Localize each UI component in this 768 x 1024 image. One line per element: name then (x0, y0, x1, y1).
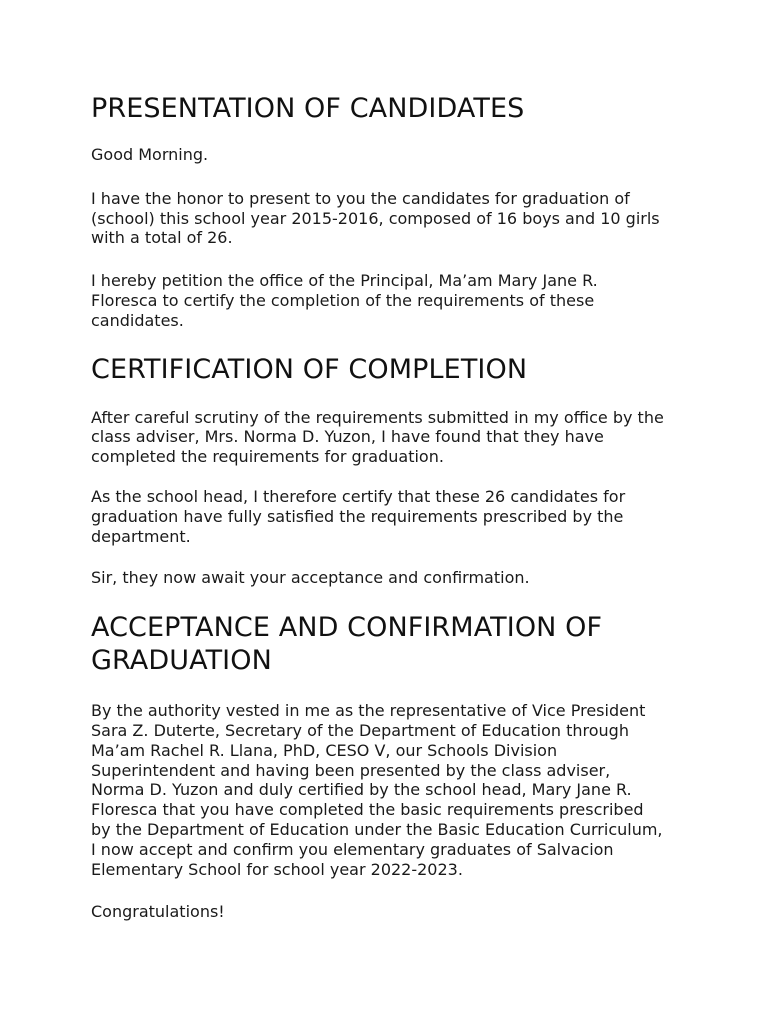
text-line: Sir, they now await your acceptance and confirmation. (91, 568, 530, 588)
text-line: After careful scrutiny of the requirements submitted in my office by the (91, 407, 664, 427)
heading-certification-of-completion: CERTIFICATION OF COMPLETION (91, 353, 528, 385)
congratulations-paragraph (91, 902, 691, 922)
text-line: Ma’am Rachel R. Llana, PhD, CESO V, our Schools Division (91, 740, 558, 760)
text-line: Good Morning. (91, 145, 209, 164)
text-line: I have the honor to present to you the candidates for graduation of (91, 188, 630, 208)
text-line: Superintendent and having been presented by the class adviser, (91, 760, 611, 780)
scrutiny-paragraph (91, 408, 691, 467)
text-line: class adviser, Mrs. Norma D. Yuzon, I have found that they have (91, 427, 604, 447)
text-line: Norma D. Yuzon and duly certified by the school head, Mary Jane R. (91, 780, 632, 800)
text-line: Floresca to certify the completion of the requirements of these (91, 290, 595, 310)
text-line: candidates. (91, 310, 184, 330)
text-line: completed the requirements for graduation. (91, 447, 444, 467)
text-line: department. (91, 526, 191, 546)
text-line: (school) this school year 2015-2016, composed of 16 boys and 10 girls (91, 208, 660, 228)
certify-paragraph (91, 487, 691, 546)
heading-acceptance-and-confirmation (91, 611, 691, 677)
petition-paragraph (91, 271, 691, 330)
document-body (91, 92, 691, 922)
text-line: By the authority vested in me as the representative of Vice President (91, 701, 646, 721)
text-line: Congratulations! (91, 902, 225, 922)
text-line: I hereby petition the office of the Principal, Ma’am Mary Jane R. (91, 271, 598, 291)
presentation-paragraph (91, 189, 691, 248)
heading-line: GRADUATION (91, 645, 272, 677)
text-line: Elementary School for school year 2022-2023. (91, 859, 463, 879)
text-line: As the school head, I therefore certify that these 26 candidates for (91, 486, 626, 506)
text-line: I now accept and confirm you elementary graduates of Salvacion (91, 839, 614, 859)
text-line: Sara Z. Duterte, Secretary of the Department of Education through (91, 720, 629, 740)
heading-line: ACCEPTANCE AND CONFIRMATION OF (91, 612, 603, 644)
text-line: graduation have fully satisfied the requirements prescribed by the (91, 506, 624, 526)
await-paragraph (91, 568, 691, 588)
authority-paragraph (91, 701, 691, 879)
text-line: with a total of 26. (91, 228, 233, 248)
greeting-paragraph (91, 145, 691, 165)
text-line: by the Department of Education under the Basic Education Curriculum, (91, 819, 663, 839)
heading-presentation-of-candidates: PRESENTATION OF CANDIDATES (91, 93, 525, 124)
text-line: Floresca that you have completed the basic requirements prescribed (91, 800, 644, 820)
